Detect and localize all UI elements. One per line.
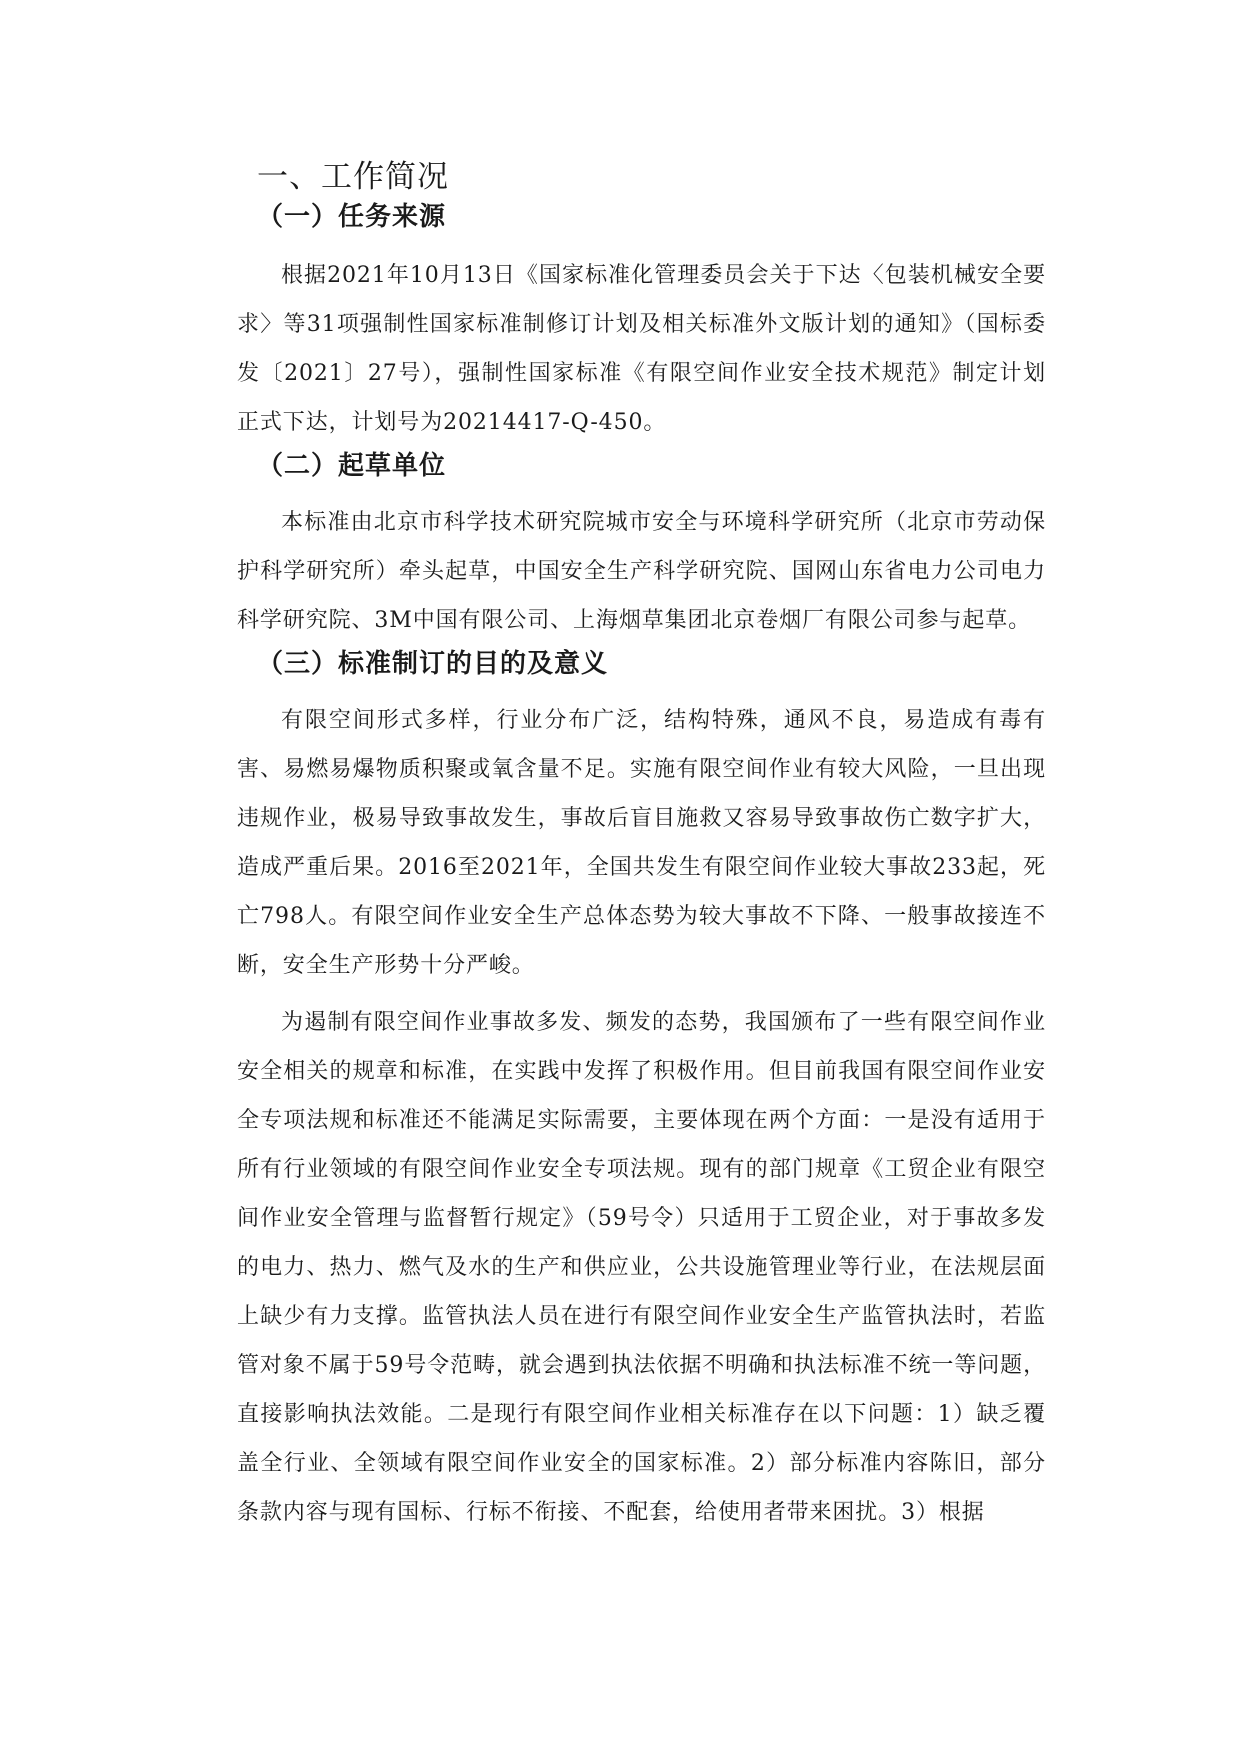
subsection-title-purpose-significance: （三）标准制订的目的及意义 <box>257 649 609 679</box>
subsection-title-drafting-units: （二）起草单位 <box>257 451 447 481</box>
paragraph-task-source: 根据2021年10月13日《国家标准化管理委员会关于下达〈包装机械安全要求〉等31项强制性国家标准制修订计划及相关标准外文版计划的通知》（国标委发〔2021〕27号），强制性国家标准《有限空间作业安全技术规范》制定计划正式下达，计划号为20214417-Q-450。 <box>237 263 1046 435</box>
section-heading-work-overview: 一、工作简况 <box>257 159 449 195</box>
document-body <box>237 156 1046 1537</box>
paragraph-purpose-1: 有限空间形式多样，行业分布广泛，结构特殊，通风不良，易造成有毒有害、易燃易爆物质积聚或氧含量不足。实施有限空间作业有较大风险，一旦出现违规作业，极易导致事故发生，事故后盲目施救又容易导致事故伤亡数字扩大，造成严重后果。2016至2021年，全国共发生有限空间作业较大事故233起，死亡798人。有限空间作业安全生产总体态势为较大事故不下降、一般事故接连不断，安全生产形势十分严峻。 <box>237 708 1046 978</box>
subsection-title-task-source: （一）任务来源 <box>257 202 447 232</box>
paragraph-purpose-2: 为遏制有限空间作业事故多发、频发的态势，我国颁布了一些有限空间作业安全相关的规章和标准，在实践中发挥了积极作用。但目前我国有限空间作业安全专项法规和标准还不能满足实际需要，主要体现在两个方面：一是没有适用于所有行业领域的有限空间作业安全专项法规。现有的部门规章《工贸企业有限空间作业安全管理与监督暂行规定》（59号令）只适用于工贸企业，对于事故多发的电力、热力、燃气及水的生产和供应业，公共设施管理业等行业，在法规层面上缺少有力支撑。监管执法人员在进行有限空间作业安全生产监管执法时，若监管对象不属于59号令范畴，就会遇到执法依据不明确和执法标准不统一等问题，直接影响执法效能。二是现行有限空间作业相关标准存在以下问题：1）缺乏覆盖全行业、全领域有限空间作业安全的国家标准。2）部分标准内容陈旧，部分条款内容与现有国标、行标不衔接、不配套，给使用者带来困扰。3）根据 <box>237 1010 1046 1525</box>
paragraph-drafting-units: 本标准由北京市科学技术研究院城市安全与环境科学研究所（北京市劳动保护科学研究所）牵头起草，中国安全生产科学研究院、国网山东省电力公司电力科学研究院、3M中国有限公司、上海烟草集团北京卷烟厂有限公司参与起草。 <box>237 510 1046 633</box>
